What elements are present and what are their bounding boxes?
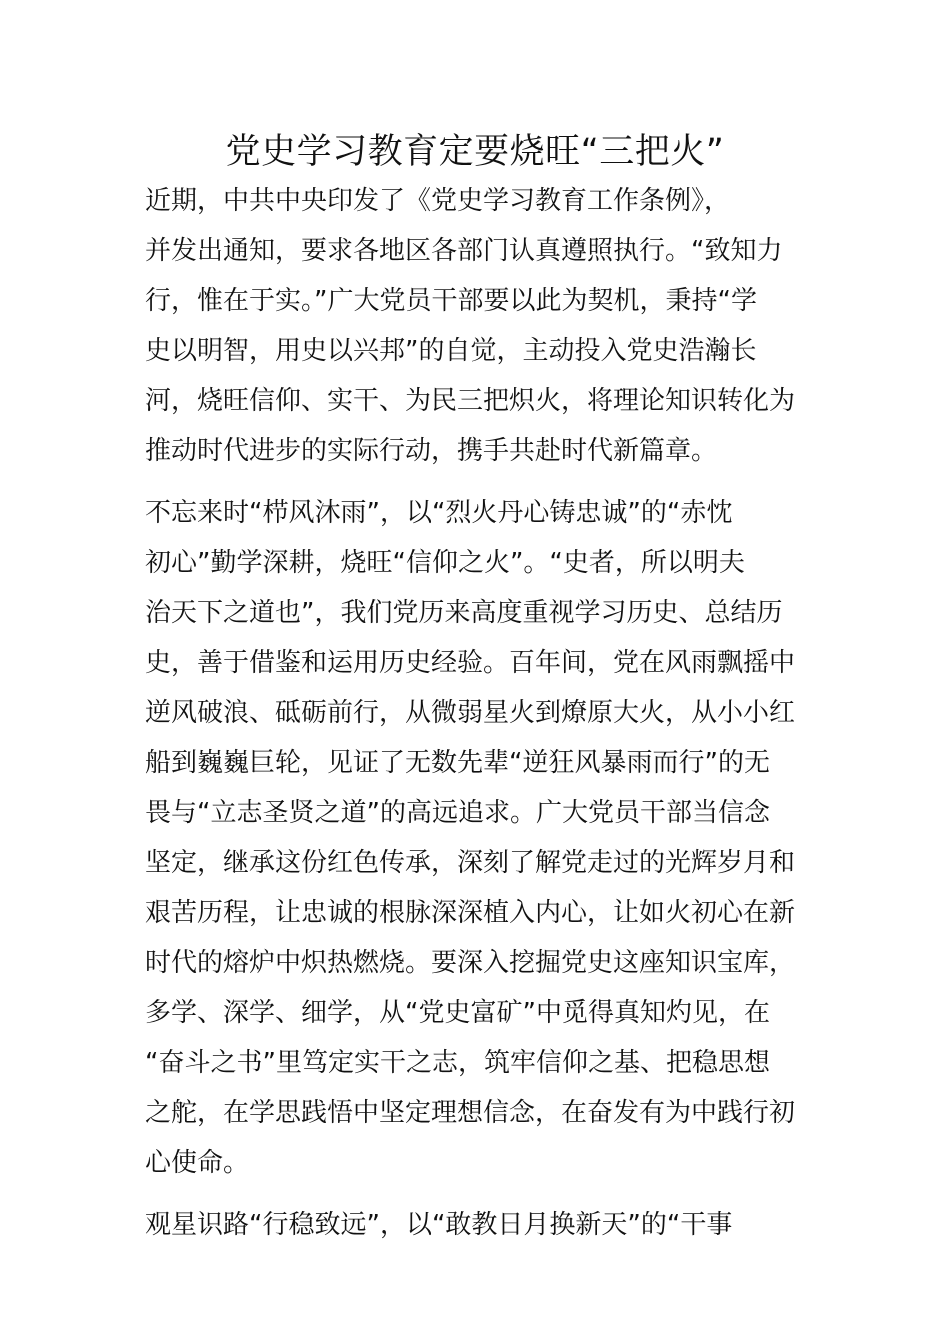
text-line: 推动时代进步的实际行动，携手共赴时代新篇章。 xyxy=(145,436,718,466)
paragraph-spacer xyxy=(145,476,810,488)
document-title: 党史学习教育定要烧旺“三把火” xyxy=(225,132,725,172)
text-line: 近期，中共中央印发了《党史学习教育工作条例》， xyxy=(145,186,731,216)
text-line: 史，善于借鉴和运用历史经验。百年间，党在风雨飘摇中 xyxy=(145,648,796,678)
text-line: 河，烧旺信仰、实干、为民三把炽火，将理论知识转化为 xyxy=(145,386,796,416)
text-line: 坚定，继承这份红色传承，深刻了解党走过的光辉岁月和 xyxy=(145,848,796,878)
text-line: 初心”勤学深耕，烧旺“信仰之火”。“史者，所以明夫 xyxy=(145,548,745,578)
text-line: 艰苦历程，让忠诚的根脉深深植入内心，让如火初心在新 xyxy=(145,898,796,928)
text-line: 不忘来时“栉风沐雨”，以“烈火丹心铸忠诚”的“赤忱 xyxy=(145,498,733,528)
text-line: 畏与“立志圣贤之道”的高远追求。广大党员干部当信念 xyxy=(145,798,770,828)
text-line: 并发出通知，要求各地区各部门认真遵照执行。“致知力 xyxy=(145,236,783,266)
text-line: 时代的熔炉中炽热燃烧。要深入挖掘党史这座知识宝库， xyxy=(145,948,796,978)
text-line: 多学、深学、细学，从“党史富矿”中觅得真知灼见，在 xyxy=(145,998,770,1028)
paragraph-spacer xyxy=(145,1188,810,1200)
text-line: 逆风破浪、砥砺前行，从微弱星火到燎原大火，从小小红 xyxy=(145,698,796,728)
text-line: 治天下之道也”，我们党历来高度重视学习历史、总结历 xyxy=(145,598,783,628)
paragraph-practice xyxy=(145,1200,810,1250)
text-line: 之舵，在学思践悟中坚定理想信念，在奋发有为中践行初 xyxy=(145,1098,796,1128)
text-line: 船到巍巍巨轮，见证了无数先辈“逆狂风暴雨而行”的无 xyxy=(145,748,770,778)
text-line: “奋斗之书”里笃定实干之志，筑牢信仰之基、把稳思想 xyxy=(145,1048,770,1078)
document-body xyxy=(145,176,810,1250)
text-line: 心使命。 xyxy=(145,1148,250,1178)
text-line: 观星识路“行稳致远”，以“敢教日月换新天”的“干事 xyxy=(145,1210,733,1240)
text-line: 行，惟在于实。”广大党员干部要以此为契机，秉持“学 xyxy=(145,286,757,316)
paragraph-faith xyxy=(145,488,810,1188)
text-line: 史以明智，用史以兴邦”的自觉，主动投入党史浩瀚长 xyxy=(145,336,757,366)
paragraph-intro xyxy=(145,176,810,476)
